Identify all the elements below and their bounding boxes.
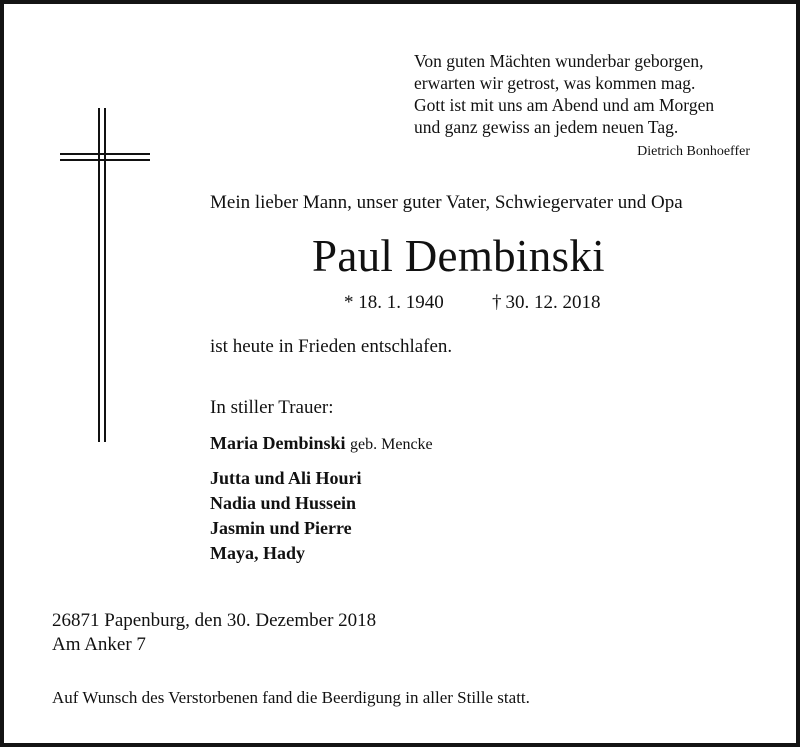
poem-line: erwarten wir getrost, was kommen mag. <box>414 73 696 93</box>
dagger-symbol: † <box>492 292 502 313</box>
funeral-notice: Auf Wunsch des Verstorbenen fand die Beerdigung in aller Stille statt. <box>52 688 530 707</box>
death-date <box>492 292 601 314</box>
birth-date: * 18. 1. 1940 <box>344 292 444 313</box>
family-member: Jasmin und Pierre <box>210 518 352 538</box>
street: Am Anker 7 <box>52 634 146 655</box>
place-date: 26871 Papenburg, den 30. Dezember 2018 <box>52 610 377 631</box>
widow-name: Maria Dembinski <box>210 433 346 453</box>
widow-line <box>210 433 433 454</box>
family-list <box>210 466 362 566</box>
poem-line: Von guten Mächten wunderbar geborgen, <box>414 51 704 71</box>
passed-text: ist heute in Frieden entschlafen. <box>210 336 453 357</box>
address-block <box>52 609 376 657</box>
intro-text: Mein lieber Mann, unser guter Vater, Schwiegervater und Opa <box>210 192 683 213</box>
family-member: Maya, Hady <box>210 543 306 563</box>
death-date-value: 30. 12. 2018 <box>505 292 601 313</box>
family-member: Nadia und Hussein <box>210 493 357 513</box>
widow-birth-name: geb. Mencke <box>350 436 433 453</box>
poem-quote <box>414 50 714 138</box>
deceased-name: Paul Dembinski <box>312 231 605 281</box>
poem-line: Gott ist mit uns am Abend und am Morgen <box>414 95 715 115</box>
family-member: Jutta und Ali Houri <box>210 468 362 488</box>
poem-line: und ganz gewiss an jedem neuen Tag. <box>414 117 679 137</box>
poem-author: Dietrich Bonhoeffer <box>637 144 750 159</box>
mourning-heading: In stiller Trauer: <box>210 397 334 418</box>
latin-cross-icon <box>60 108 150 442</box>
